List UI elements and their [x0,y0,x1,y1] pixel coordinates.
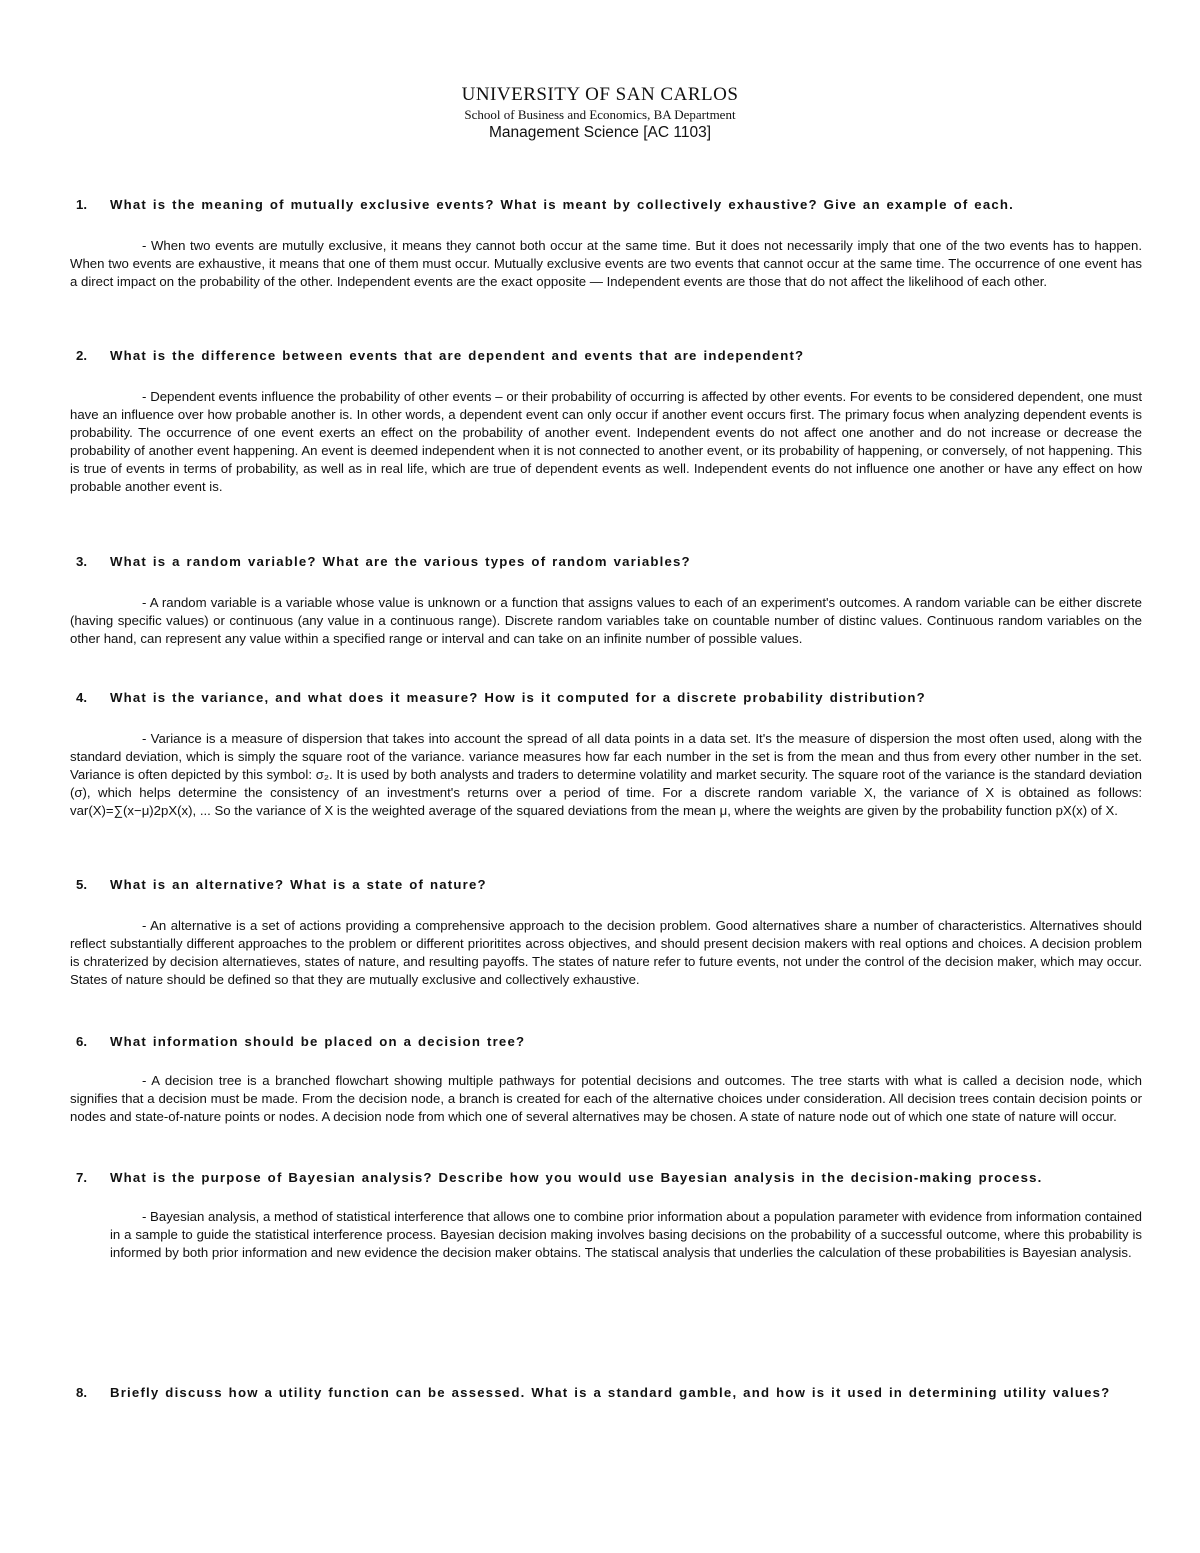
question-number: 6. [76,1034,87,1049]
answer-7: - Bayesian analysis, a method of statistical interference that allows one to combine prior information about a population parameter with evidence from information contained in a sample to guide the statistical interference process. Bayesian decision making involves basing decisions on the probability of a successful outcome, where this probability is informed by both prior information and new evidence the decision maker obtains. The statiscal analysis that underlies the calculation of these probabilities is Bayesian analysis. [110,1209,1142,1260]
question-7 [0,1167,1200,1188]
question-3 [0,551,1200,572]
question-5 [0,874,1200,895]
question-4 [0,687,1200,708]
question-8 [0,1382,1200,1403]
question-block-8 [0,1382,1200,1403]
university-name: UNIVERSITY OF SAN CARLOS [461,84,739,105]
question-block-3 [0,551,1200,648]
document-header [0,84,1200,143]
question-number: 1. [76,197,87,212]
answer-1: - When two events are mutully exclusive, it means they cannot both occur at the same time. But it does not necessarily imply that one of the two events has to happen. When two events are exhaustive, it means that one of them must occur. Mutually exclusive events are two events that cannot occur at the same time. The occurrence of one event has a direct impact on the probability of the other. Independent events are the exact opposite — Independent events are those that do not affect the likelihood of each other. [70,238,1142,289]
question-number: 2. [76,348,87,363]
question-text: What is the difference between events that are dependent and events that are independent? [110,348,805,363]
school-name: School of Business and Economics, BA Department [464,107,736,122]
question-2 [0,345,1200,366]
question-number: 8. [76,1385,87,1400]
answer-3: - A random variable is a variable whose value is unknown or a function that assigns values to each of an experiment's outcomes. A random variable can be either discrete (having specific values) or continuous (any value in a continuous range). Discrete random variables take on countable number of distinc values. Continuous random variables on the other hand, can represent any value within a specified range or interval and can take on an infinite number of possible values. [70,595,1142,646]
question-block-2 [0,345,1200,496]
question-text: What is the purpose of Bayesian analysis? Describe how you would use Bayesian analysis in the decision-making process. [110,1170,1043,1185]
answer-2: - Dependent events influence the probability of other events – or their probability of occurring is affected by other events. For events to be considered dependent, one must have an influence over how probable another is. In other words, a dependent event can only occur if another event occurs first. The primary focus when analyzing dependent events is probability. The occurrence of one event exerts an effect on the probability of another event. Independent events do not affect one another and do not increase or decrease the probability of another event happening. An event is deemed independent when it is not connected to another event, or its probability of happening, or conversely, of not happening. This is true of events in terms of probability, as well as in real life, which are true of dependent events as well. Independent events do not influence one another or have any effect on how probable another event is. [70,389,1142,494]
question-text: Briefly discuss how a utility function can be assessed. What is a standard gamble, and how is it used in determining utility values? [110,1385,1111,1400]
question-block-5 [0,874,1200,989]
question-1 [0,194,1200,215]
question-text: What is a random variable? What are the various types of random variables? [110,554,691,569]
question-block-4 [0,687,1200,820]
answer-6: - A decision tree is a branched flowchart showing multiple pathways for potential decisions and outcomes. The tree starts with what is called a decision node, which signifies that a decision must be made. From the decision node, a branch is created for each of the alternative choices under consideration. All decision trees contain decision points or nodes and state-of-nature points or nodes. A decision node from which one of several alternatives may be chosen. A state of nature node out of which one state of nature will occur. [70,1073,1142,1124]
question-block-6 [0,1031,1200,1126]
question-number: 7. [76,1170,87,1185]
answer-4: - Variance is a measure of dispersion that takes into account the spread of all data points in a data set. It's the measure of dispersion the most often used, along with the standard deviation, which is simply the square root of the variance. variance measures how far each number in the set is from the mean and thus from every other number in the set. Variance is often depicted by this symbol: σ₂. It is used by both analysts and traders to determine volatility and market security. The square root of the variance is the standard deviation (σ), which helps determine the consistency of an investment's returns over a period of time. For a discrete random variable X, the variance of X is obtained as follows: var(X)=∑(x−μ)2pX(x), ... So the variance of X is the weighted average of the squared deviations from the mean μ, where the weights are given by the probability function pX(x) of X. [70,731,1142,818]
question-block-7 [0,1167,1200,1262]
question-text: What is an alternative? What is a state of nature? [110,877,487,892]
question-text: What is the meaning of mutually exclusive events? What is meant by collectively exhaustive? Give an example of each. [110,197,1015,212]
question-6 [0,1031,1200,1052]
course-title: Management Science [AC 1103] [488,124,711,141]
question-number: 4. [76,690,87,705]
question-text: What information should be placed on a decision tree? [110,1034,526,1049]
question-number: 5. [76,877,87,892]
question-text: What is the variance, and what does it measure? How is it computed for a discrete probability distribution? [110,690,926,705]
answer-5: - An alternative is a set of actions providing a comprehensive approach to the decision problem. Good alternatives share a number of characteristics. Alternatives should reflect substantially different approaches to the problem or different prioritites across objectives, and should present decision makers with real options and choices. A decision problem is chraterized by decision alternatieves, states of nature, and resulting payoffs. The states of nature refer to future events, not under the control of the decision maker, which may occur. States of nature should be defined so that they are mutually exclusive and collectively exhaustive. [70,918,1142,987]
question-block-1 [0,194,1200,291]
question-number: 3. [76,554,87,569]
